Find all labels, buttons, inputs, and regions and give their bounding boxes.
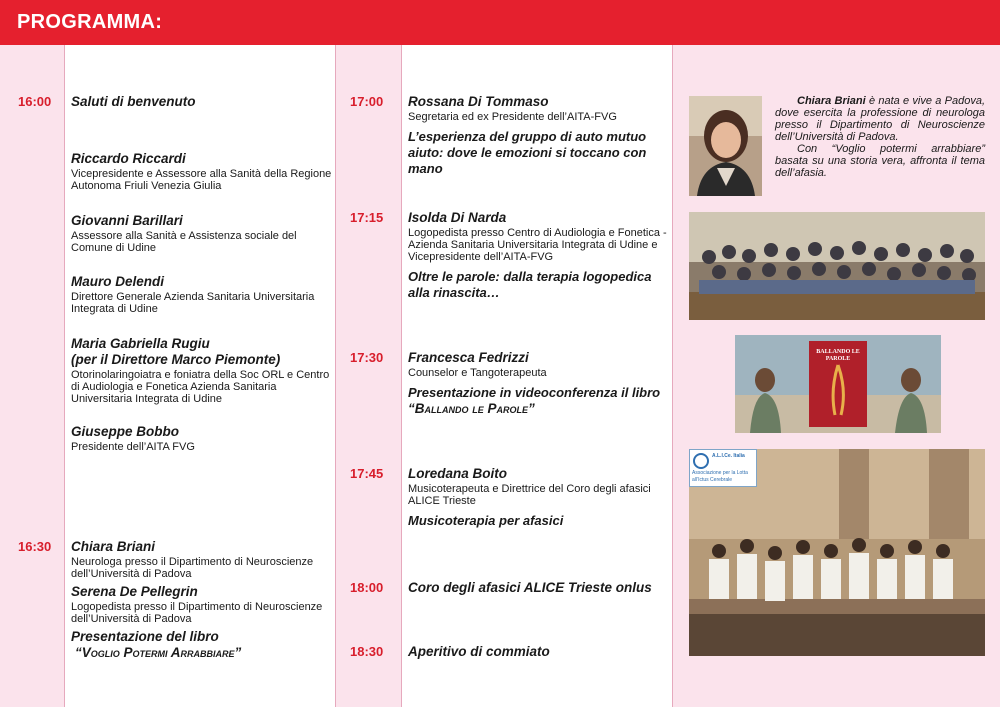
bio-name: Chiara Briani xyxy=(797,95,866,107)
choir-photo xyxy=(689,449,985,656)
speaker-entry xyxy=(71,213,336,254)
speaker-name: Riccardo Riccardi xyxy=(71,151,186,166)
speaker-role: Musicoterapeuta e Direttrice del Coro degli afasici ALICE Trieste xyxy=(408,483,651,507)
speaker-name: Rossana Di Tommaso xyxy=(408,94,549,109)
talk-title: Oltre le parole: dalla terapia logopedica alla rinascita… xyxy=(408,269,652,300)
speaker-name: Giovanni Barillari xyxy=(71,213,183,228)
globe-icon xyxy=(693,453,709,469)
speaker-role: Logopedista presso Centro di Audiologia e Fonetica - Azienda Sanitaria Universitaria Integrata di Udine e Vicepresidente dell’AITA-FVG xyxy=(408,227,667,263)
speaker-name: Loredana Boito xyxy=(408,466,508,481)
bio-body: è nata e vive a Padova, dove esercita la professione di neurologa presso il Dipartimento di Neuroscienze dell’Università di Padova. xyxy=(775,95,985,143)
speaker-name: Isolda Di Narda xyxy=(408,210,507,225)
time-1730: 17:30 xyxy=(350,350,384,365)
book-title: “Voglio Potermi Arrabbiare” xyxy=(75,645,242,660)
book-title: “Ballando le Parole” xyxy=(408,401,535,416)
time-column-1 xyxy=(0,45,64,707)
speaker-name: Giuseppe Bobbo xyxy=(71,424,179,439)
speaker-entry xyxy=(71,539,336,580)
talk-title: L’esperienza del gruppo di auto mutuo aiuto: dove le emozioni si toccano con mano xyxy=(408,129,647,176)
time-1700: 17:00 xyxy=(350,94,384,109)
bio-text xyxy=(775,95,985,179)
time-1745: 17:45 xyxy=(350,466,384,481)
speaker-role: Otorinolaringoiatra e foniatra della Soc ORL e Centro di Audiologia e Fonetica Azienda Sanitaria Universitaria Integrata di Udine xyxy=(71,369,330,405)
header-bar xyxy=(0,0,1000,45)
talk-title: Presentazione del libro xyxy=(71,629,219,644)
time-1830: 18:30 xyxy=(350,644,384,659)
speaker-entry xyxy=(71,336,336,405)
book-photo xyxy=(735,335,941,433)
speaker-name: Serena De Pellegrin xyxy=(71,584,198,599)
time-1715: 17:15 xyxy=(350,210,384,225)
speaker-role: Counselor e Tangoterapeuta xyxy=(408,367,547,379)
logo-line-2: Associazione per la Lotta xyxy=(692,470,748,476)
speaker-entry xyxy=(408,94,673,177)
logo-line-3: all’Ictus Cerebrale xyxy=(692,477,733,483)
speaker-entry xyxy=(408,350,673,417)
book-cover-title: BALLANDO LE PAROLE xyxy=(816,349,860,362)
welcome-entry xyxy=(71,94,336,110)
speaker-name: Chiara Briani xyxy=(71,539,156,554)
speaker-name: Mauro Delendi xyxy=(71,274,165,289)
speaker-entry xyxy=(71,584,336,625)
logo-line-1: A.L.I.Ce. Italia xyxy=(712,453,745,459)
speaker-name: Maria Gabriella Rugiu xyxy=(71,336,210,351)
speaker-role: Segretaria ed ex Presidente dell’AITA-FVG xyxy=(408,111,617,123)
page-title: PROGRAMMA: xyxy=(17,11,163,33)
speaker-name-note: (per il Direttore Marco Piemonte) xyxy=(71,352,281,367)
talk-title: Presentazione in videoconferenza il libro xyxy=(408,385,661,400)
speaker-role: Neurologa presso il Dipartimento di Neuroscienze dell’Università di Padova xyxy=(71,556,314,580)
speaker-entry xyxy=(408,210,673,301)
speaker-role: Assessore alla Sanità e Assistenza sociale del Comune di Udine xyxy=(71,230,297,254)
welcome-title: Saluti di benvenuto xyxy=(71,94,196,109)
alice-logo xyxy=(689,449,757,487)
speaker-name: Francesca Fedrizzi xyxy=(408,350,529,365)
time-column-2 xyxy=(336,45,401,707)
time-1800: 18:00 xyxy=(350,580,384,595)
event-entry xyxy=(408,580,673,596)
speaker-role: Vicepresidente e Assessore alla Sanità della Regione Autonoma Friuli Venezia Giulia xyxy=(71,168,332,192)
event-entry xyxy=(408,644,673,660)
talk-entry xyxy=(71,629,336,661)
talk-title: Musicoterapia per afasici xyxy=(408,513,564,528)
portrait-photo xyxy=(689,96,762,196)
speaker-entry xyxy=(408,466,673,529)
speaker-entry xyxy=(71,151,336,192)
speaker-role: Direttore Generale Azienda Sanitaria Universitaria Integrata di Udine xyxy=(71,291,315,315)
event-title: Aperitivo di commiato xyxy=(408,644,550,659)
speaker-entry xyxy=(71,274,336,315)
time-1630: 16:30 xyxy=(18,539,52,554)
group-photo xyxy=(689,212,985,320)
bio-body-2: Con “Voglio potermi arrabbiare” basata su una storia vera, affronta il tema dell’afasia. xyxy=(775,143,985,179)
speaker-entry xyxy=(71,424,336,453)
speaker-role: Logopedista presso il Dipartimento di Neuroscienze dell’Università di Padova xyxy=(71,601,323,625)
speaker-role: Presidente dell’AITA FVG xyxy=(71,441,195,453)
time-1600: 16:00 xyxy=(18,94,52,109)
event-title: Coro degli afasici ALICE Trieste onlus xyxy=(408,580,652,595)
